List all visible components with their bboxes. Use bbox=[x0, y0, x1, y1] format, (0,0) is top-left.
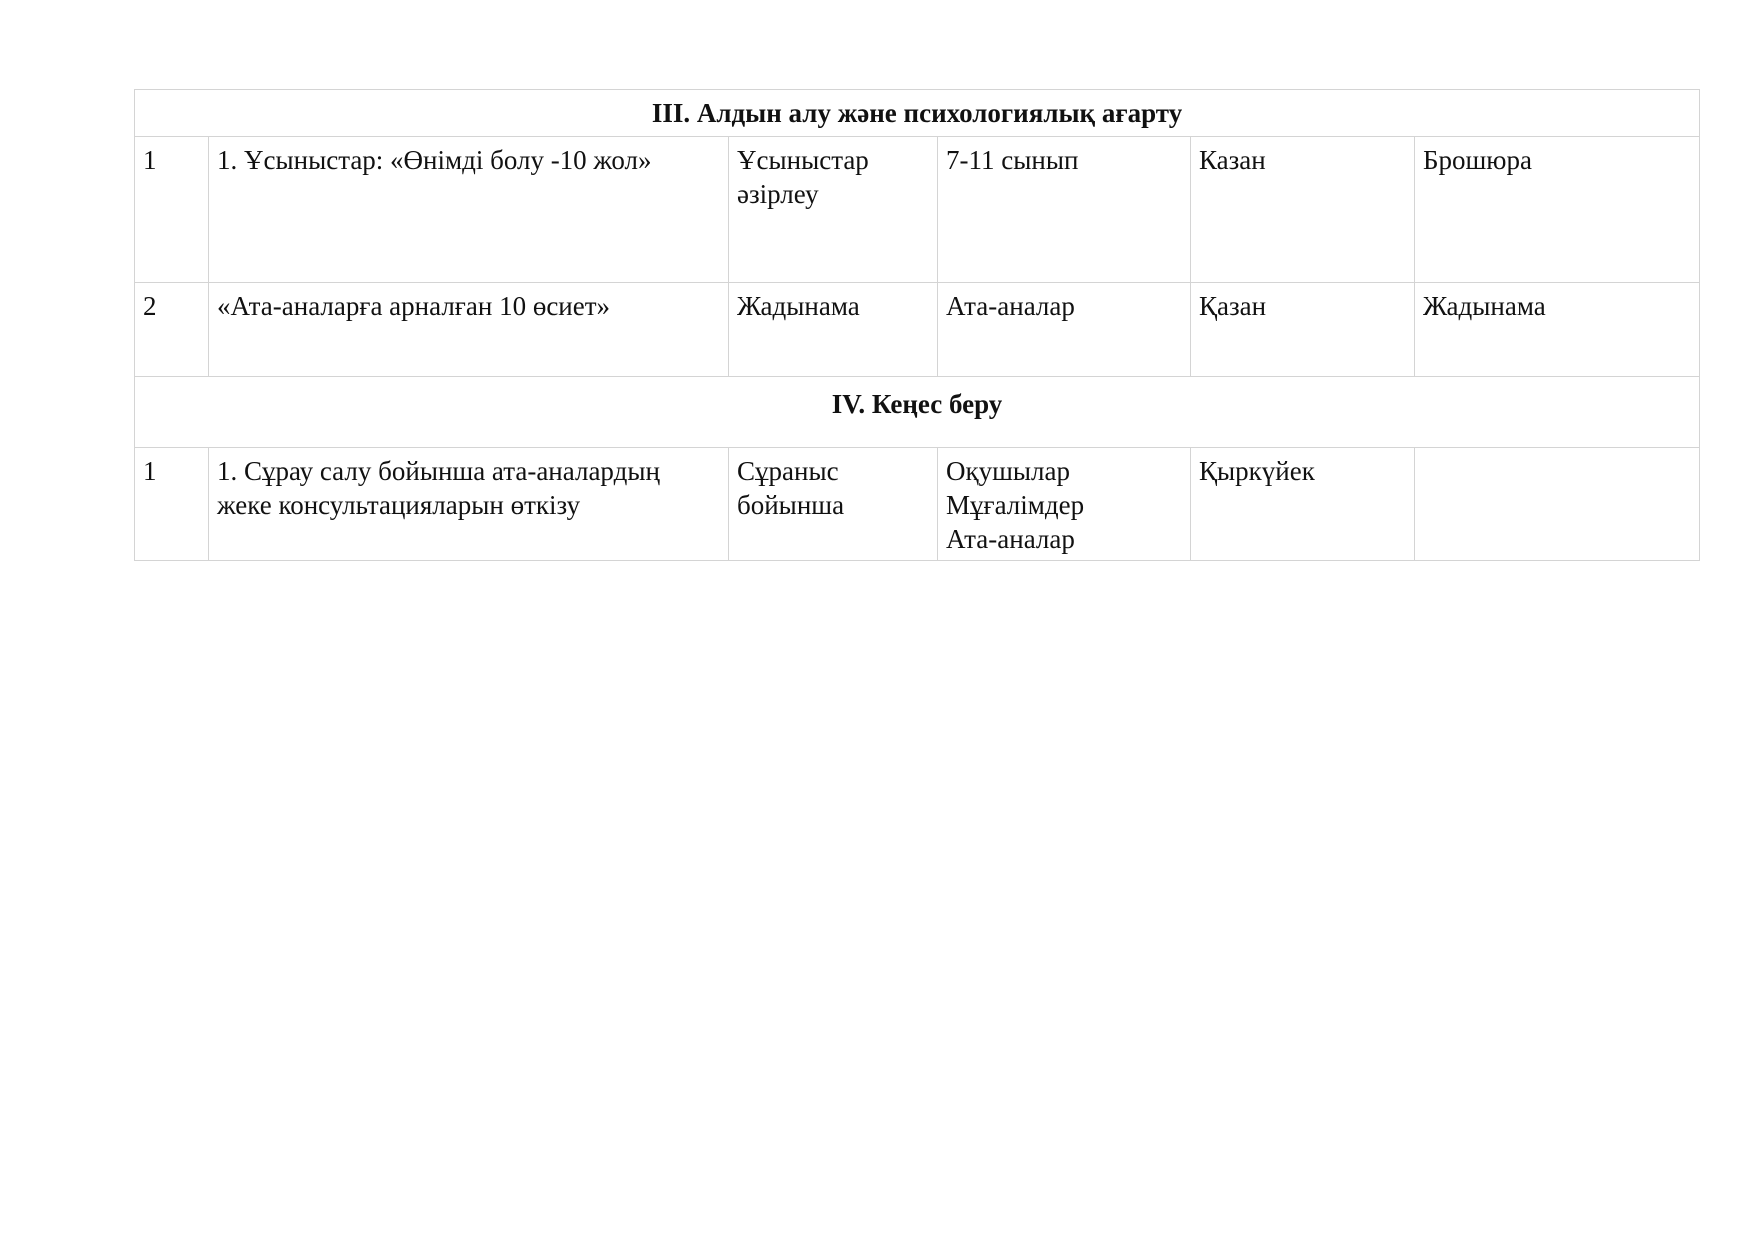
row-form bbox=[729, 283, 938, 377]
row-audience bbox=[938, 283, 1191, 377]
row-topic bbox=[209, 448, 729, 561]
row-audience bbox=[938, 448, 1191, 561]
row-form-line: бойынша bbox=[737, 490, 845, 520]
table-row bbox=[135, 448, 1700, 561]
row-form bbox=[729, 448, 938, 561]
row-form-line: әзірлеу bbox=[737, 179, 819, 209]
row-number: 2 bbox=[135, 283, 209, 377]
row-form bbox=[729, 137, 938, 283]
row-topic: 1. Ұсыныстар: «Өнімді болу -10 жол» bbox=[209, 137, 729, 283]
section-title: III. Алдын алу және психологиялық ағарту bbox=[135, 90, 1700, 137]
row-number: 1 bbox=[135, 137, 209, 283]
row-form-line: Жадынама bbox=[737, 291, 860, 321]
row-audience-line: Ата-аналар bbox=[946, 291, 1075, 321]
row-audience bbox=[938, 137, 1191, 283]
row-form-line: Сұраныс bbox=[737, 456, 839, 486]
row-audience-line: Мұғалімдер bbox=[946, 490, 1085, 520]
row-topic-line: жеке консультацияларын өткізу bbox=[217, 490, 581, 520]
row-result: Жадынама bbox=[1415, 283, 1700, 377]
row-topic: «Ата-аналарға арналған 10 өсиет» bbox=[209, 283, 729, 377]
row-audience-line: 7-11 сынып bbox=[946, 145, 1079, 175]
row-form-line: Ұсыныстар bbox=[737, 145, 869, 175]
row-result: Брошюра bbox=[1415, 137, 1700, 283]
row-topic-line: 1. Сұрау салу бойынша ата-аналардың bbox=[217, 456, 660, 486]
section-title: IV. Кеңес беру bbox=[135, 377, 1700, 448]
row-term: Қыркүйек bbox=[1191, 448, 1415, 561]
row-term: Казан bbox=[1191, 137, 1415, 283]
section-header-row bbox=[135, 377, 1700, 448]
row-result bbox=[1415, 448, 1700, 561]
row-audience-line: Ата-аналар bbox=[946, 524, 1075, 554]
plan-table bbox=[134, 89, 1700, 561]
table-row bbox=[135, 137, 1700, 283]
row-number: 1 bbox=[135, 448, 209, 561]
section-header-row bbox=[135, 90, 1700, 137]
table-row bbox=[135, 283, 1700, 377]
row-audience-line: Оқушылар bbox=[946, 456, 1071, 486]
row-term: Қазан bbox=[1191, 283, 1415, 377]
